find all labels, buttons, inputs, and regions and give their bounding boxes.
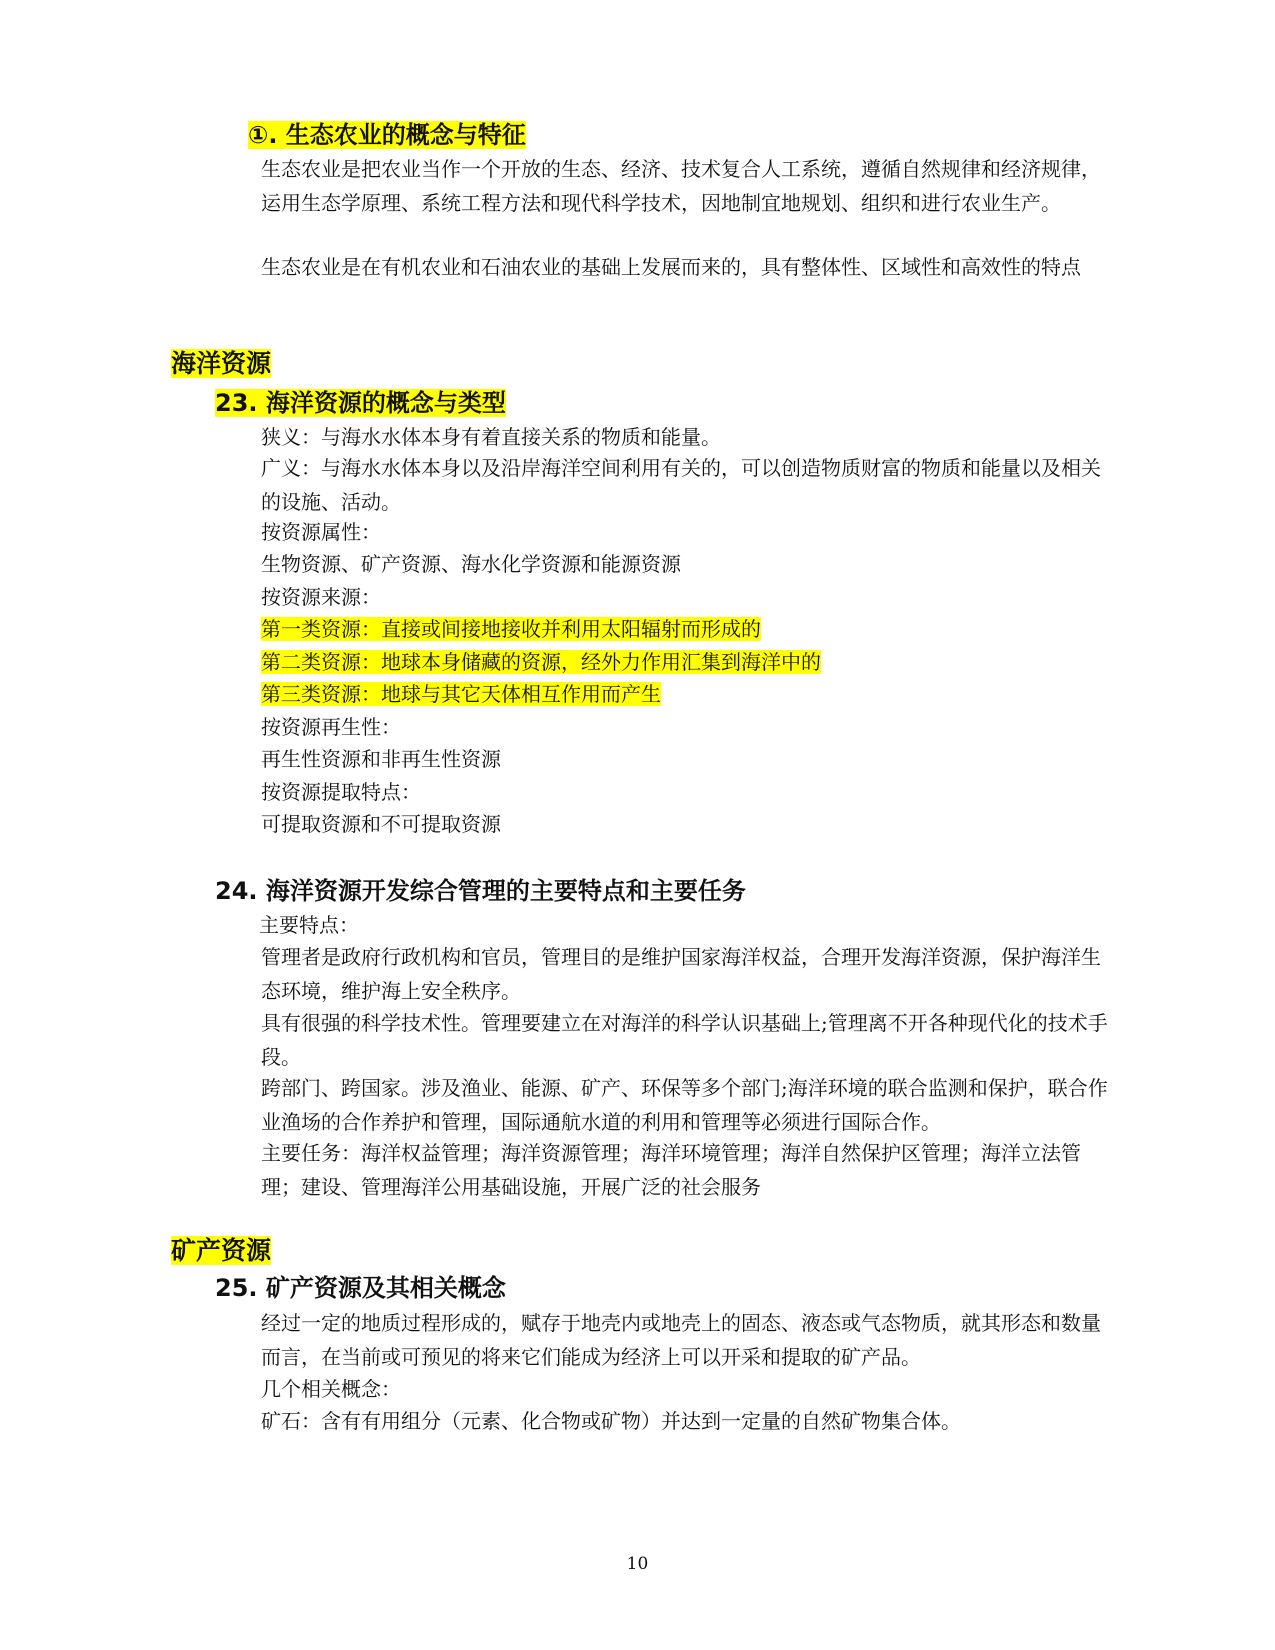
paragraph-eco-definition: 生态农业是把农业当作一个开放的生态、经济、技术复合人工系统，遵循自然规律和经济规律，运用生态学原理、系统工程方法和现代科学技术，因地制宜地规划、组织和进行农业生产。 <box>261 157 1101 215</box>
text-type1: 第一类资源：直接或间接地接收并利用太阳辐射而形成的 <box>261 617 761 641</box>
paragraph-feature-2: 具有很强的科学技术性。管理要建立在对海洋的科学认识基础上;管理离不开各种现代化的技术手段。 <box>261 1011 1108 1069</box>
text-related-label: 几个相关概念： <box>261 1377 401 1401</box>
paragraph-mineral-definition: 经过一定的地质过程形成的，赋存于地壳内或地壳上的固态、液态或气态物质，就其形态和数量而言，在当前或可预见的将来它们能成为经济上可以开采和提取的矿产品。 <box>261 1311 1101 1369</box>
text-ore-definition: 矿石：含有有用组分（元素、化合物或矿物）并达到一定量的自然矿物集合体。 <box>261 1409 961 1433</box>
heading-23: 23. 海洋资源的概念与类型 <box>215 389 506 417</box>
text-narrow-definition: 狭义：与海水水体本身有着直接关系的物质和能量。 <box>261 425 721 449</box>
paragraph-feature-1: 管理者是政府行政机构和官员，管理目的是维护国家海洋权益，合理开发海洋资源，保护海洋生态环境，维护海上安全秩序。 <box>261 945 1101 1003</box>
heading-eco-agriculture: ①. 生态农业的概念与特征 <box>248 121 526 149</box>
text-by-renewability: 按资源再生性： <box>261 715 401 739</box>
text-type3: 第三类资源：地球与其它天体相互作用而产生 <box>261 682 661 706</box>
page-number: 10 <box>626 1554 649 1574</box>
paragraph-tasks: 主要任务：海洋权益管理；海洋资源管理；海洋环境管理；海洋自然保护区管理；海洋立法管理；建设、管理海洋公用基础设施，开展广泛的社会服务 <box>261 1141 1081 1199</box>
text-renew-list: 再生性资源和非再生性资源 <box>261 747 501 771</box>
text-by-extraction: 按资源提取特点： <box>261 780 421 804</box>
text-features-label: 主要特点： <box>259 913 359 937</box>
heading-25: 25. 矿产资源及其相关概念 <box>215 1274 506 1302</box>
paragraph-broad-definition: 广义：与海水水体本身以及沿岸海洋空间利用有关的，可以创造物质财富的物质和能量以及相关的设施、活动。 <box>261 456 1101 514</box>
text-by-source: 按资源来源： <box>261 585 381 609</box>
section-ocean-resources: 海洋资源 <box>171 349 272 378</box>
paragraph-feature-3: 跨部门、跨国家。涉及渔业、能源、矿产、环保等多个部门;海洋环境的联合监测和保护，联合作业渔场的合作养护和管理，国际通航水道的利用和管理等必须进行国际合作。 <box>261 1076 1108 1134</box>
section-mineral-resources: 矿产资源 <box>171 1236 272 1265</box>
heading-24: 24. 海洋资源开发综合管理的主要特点和主要任务 <box>215 877 746 905</box>
paragraph-eco-features: 生态农业是在有机农业和石油农业的基础上发展而来的，具有整体性、区域性和高效性的特点 <box>261 255 1081 279</box>
text-extract-list: 可提取资源和不可提取资源 <box>261 812 501 836</box>
text-type2: 第二类资源：地球本身储藏的资源，经外力作用汇集到海洋中的 <box>261 650 821 674</box>
text-attribute-list: 生物资源、矿产资源、海水化学资源和能源资源 <box>261 552 681 576</box>
text-by-attribute: 按资源属性： <box>261 520 381 544</box>
